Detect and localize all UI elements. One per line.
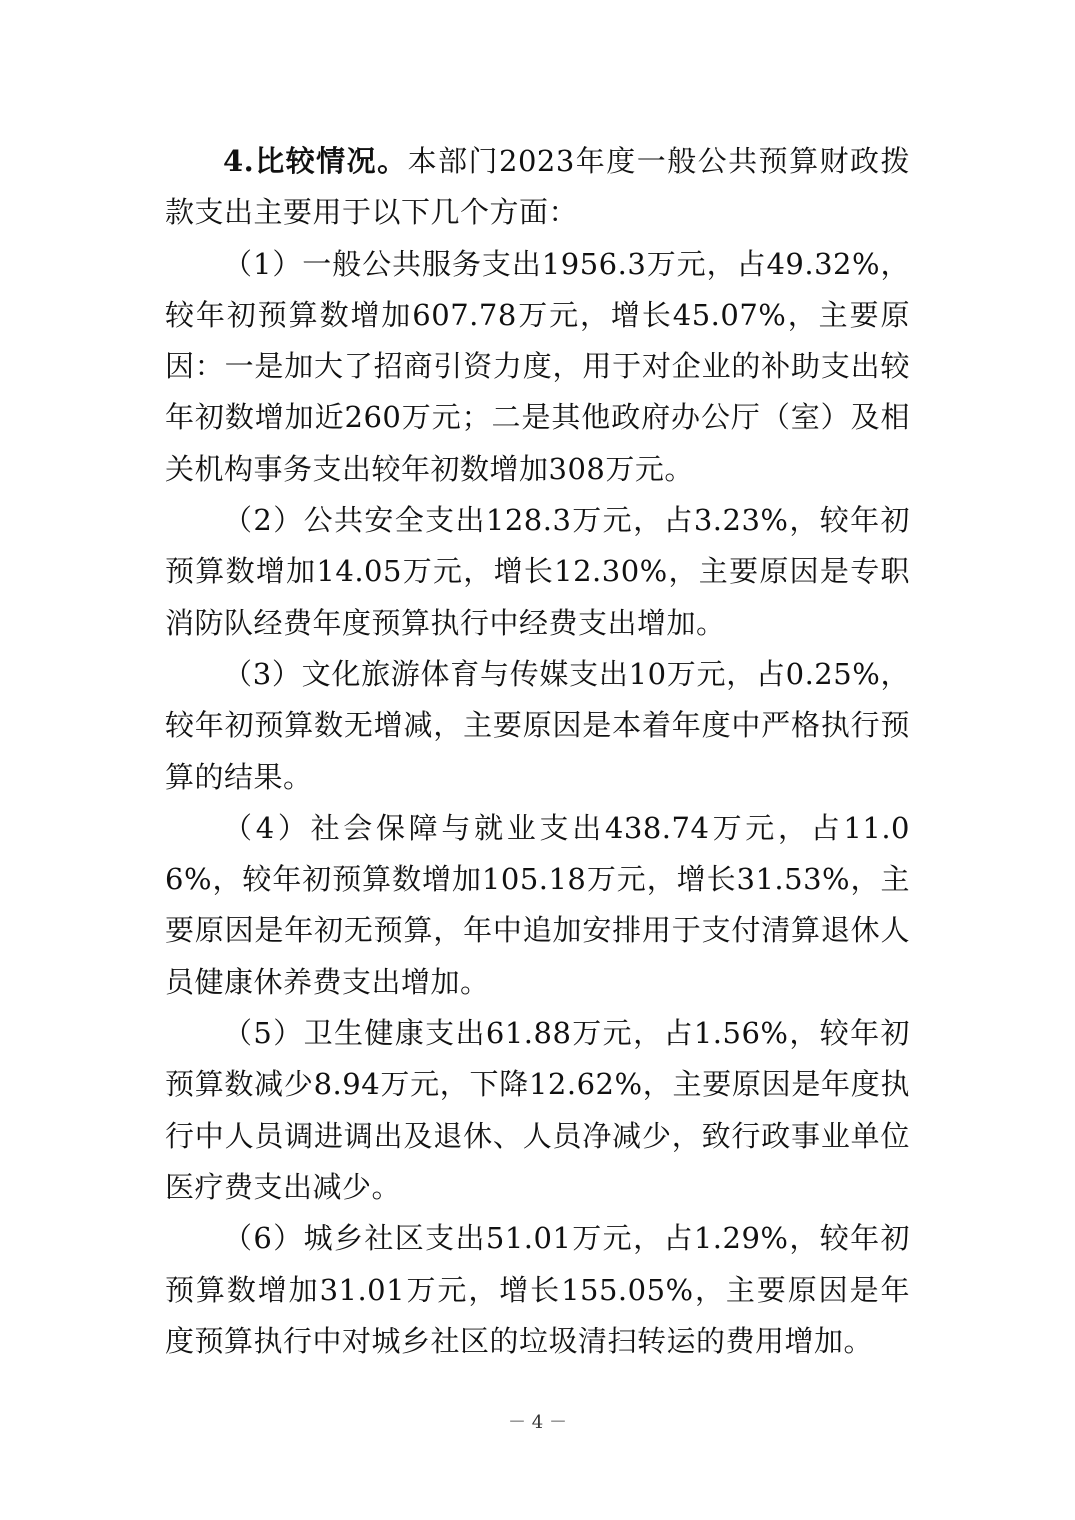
document-body xyxy=(165,136,910,1367)
item-paragraph-2: （2）公共安全支出128.3万元，占3.23%，较年初预算数增加14.05万元，增长12.30%，主要原因是专职消防队经费年度预算执行中经费支出增加。 xyxy=(165,503,910,640)
item-paragraph-4: （4）社会保障与就业支出438.74万元，占11.06%，较年初预算数增加105.18万元，增长31.53%，主要原因是年初无预算，年中追加安排用于支付清算退休人员健康休养费支出增加。 xyxy=(165,810,910,999)
item-paragraph-1: （1）一般公共服务支出1956.3万元，占49.32%，较年初预算数增加607.78万元，增长45.07%，主要原因：一是加大了招商引资力度，用于对企业的补助支出较年初数增加近260万元；二是其他政府办公厅（室）及相关机构事务支出较年初数增加308万元。 xyxy=(165,246,910,486)
section-intro-text: 本部门2023年度一般公共预算财政拨款支出主要用于以下几个方面： xyxy=(165,144,910,230)
section-intro-paragraph xyxy=(165,136,910,239)
page-number: － 4 － xyxy=(508,1412,567,1433)
item-paragraph-6: （6）城乡社区支出51.01万元，占1.29%，较年初预算数增加31.01万元，增长155.05%，主要原因是年度预算执行中对城乡社区的垃圾清扫转运的费用增加。 xyxy=(165,1221,910,1358)
section-heading: 4.比较情况。 xyxy=(223,144,408,178)
item-paragraph-3: （3）文化旅游体育与传媒支出10万元，占0.25%，较年初预算数无增减，主要原因是本着年度中严格执行预算的结果。 xyxy=(165,656,910,794)
item-paragraph-5: （5）卫生健康支出61.88万元，占1.56%，较年初预算数减少8.94万元，下降12.62%，主要原因是年度执行中人员调进调出及退休、人员净减少，致行政事业单位医疗费支出减少。 xyxy=(165,1016,910,1204)
